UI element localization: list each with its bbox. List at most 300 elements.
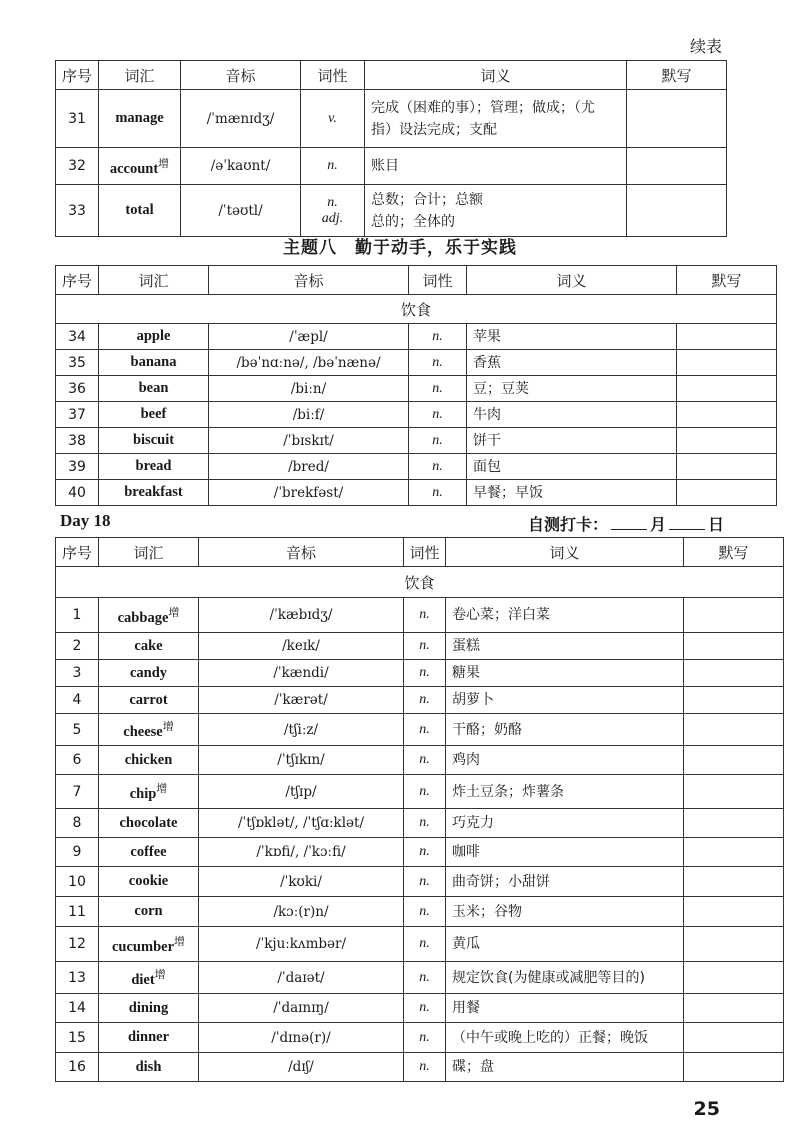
dictation-blank[interactable]: [684, 714, 784, 746]
pos-line: n.: [419, 969, 430, 985]
word-text: apple: [136, 328, 171, 344]
row-number: 11: [56, 897, 99, 927]
vocab-word: [99, 714, 199, 746]
meaning-line: 完成（困难的事）；管理；做成；（尤: [371, 99, 595, 116]
part-of-speech: [409, 428, 467, 454]
dictation-blank[interactable]: [684, 633, 784, 660]
dictation-blank[interactable]: [684, 994, 784, 1023]
meaning: [467, 428, 677, 454]
meaning: [467, 402, 677, 428]
vocab-word: [99, 428, 209, 454]
word-text: corn: [134, 903, 163, 919]
part-of-speech: [404, 598, 446, 633]
vocab-word: [99, 867, 199, 897]
dictation-blank[interactable]: [677, 402, 777, 428]
dictation-blank[interactable]: [684, 598, 784, 633]
meaning-line: 干酪；奶酪: [452, 721, 522, 738]
phonetic: /ˈkʊki/: [199, 867, 404, 897]
table-row: [56, 927, 784, 962]
dictation-blank[interactable]: [684, 838, 784, 867]
vocab-word: [99, 746, 199, 775]
dictation-blank[interactable]: [684, 1023, 784, 1053]
vocab-word: [99, 350, 209, 376]
table-row: [56, 714, 784, 746]
vocab-word: [99, 598, 199, 633]
header-ipa: 音标: [181, 61, 301, 90]
table-row: [56, 660, 784, 687]
word-text: dish: [135, 1058, 162, 1075]
pos-line: n.: [432, 354, 443, 370]
dictation-blank[interactable]: [684, 687, 784, 714]
vocab-word: [99, 148, 181, 185]
pos-line: n.: [432, 328, 443, 344]
table-row: [56, 633, 784, 660]
table-row: [56, 809, 784, 838]
pos-line: n.: [419, 1000, 430, 1015]
phonetic: /ˈtʃɪkɪn/: [199, 746, 404, 775]
pos-line: n.: [419, 1059, 430, 1074]
dictation-blank[interactable]: [677, 428, 777, 454]
table-row: [56, 376, 777, 402]
added-word-mark: 增: [158, 156, 170, 170]
part-of-speech: [404, 962, 446, 994]
header-meaning: 词义: [467, 266, 677, 295]
day-blank: [669, 515, 705, 530]
table-row: [56, 962, 784, 994]
row-number: 6: [56, 746, 99, 775]
header-word: 词汇: [99, 538, 199, 567]
vocab-word: [99, 897, 199, 927]
word-text: account: [109, 160, 159, 177]
phonetic: /ˈkændi/: [199, 660, 404, 687]
phonetic: /ˈdaɪət/: [199, 962, 404, 994]
meaning-line: 用餐: [452, 1000, 480, 1016]
vocab-table-day-18: [55, 537, 784, 1082]
row-number: 31: [56, 90, 99, 148]
meaning: [365, 185, 627, 237]
pos-line: n.: [419, 844, 430, 859]
meaning-line: 豆；豆荚: [473, 380, 529, 397]
meaning: [446, 809, 684, 838]
vocab-word: [99, 324, 209, 350]
row-number: 13: [56, 962, 99, 994]
pos-line: n.: [419, 607, 430, 622]
phonetic: /ˈkjuːkʌmbər/: [199, 927, 404, 962]
phonetic: /biːf/: [209, 402, 409, 428]
header-dictation: 默写: [677, 266, 777, 295]
word-text: bean: [138, 380, 169, 396]
meaning: [446, 897, 684, 927]
meaning: [446, 775, 684, 809]
meaning: [467, 324, 677, 350]
part-of-speech: [409, 376, 467, 402]
part-of-speech: [404, 633, 446, 660]
header-num: 序号: [56, 61, 99, 90]
row-number: 14: [56, 994, 99, 1023]
part-of-speech: [409, 480, 467, 506]
dictation-blank[interactable]: [677, 376, 777, 402]
meaning: [446, 867, 684, 897]
meaning-line: 胡萝卜: [452, 692, 494, 708]
meaning-line: （中午或晚上吃的）正餐；晚饭: [452, 1029, 648, 1046]
vocab-word: [99, 480, 209, 506]
part-of-speech: [404, 775, 446, 809]
phonetic: /bəˈnɑːnə/, /bəˈnænə/: [209, 350, 409, 376]
phonetic: /ˈkærət/: [199, 687, 404, 714]
word-text: candy: [129, 664, 168, 681]
meaning-line: 碟；盘: [452, 1059, 494, 1075]
vocab-word: [99, 809, 199, 838]
meaning: [446, 598, 684, 633]
table-row: [56, 838, 784, 867]
word-text: cheese: [123, 723, 163, 740]
header-meaning: 词义: [365, 61, 627, 90]
phonetic: /tʃiːz/: [199, 714, 404, 746]
row-number: 4: [56, 687, 99, 714]
phonetic: /ˈmænɪdʒ/: [181, 90, 301, 148]
dictation-blank[interactable]: [684, 746, 784, 775]
dictation-blank[interactable]: [684, 867, 784, 897]
meaning: [446, 1023, 684, 1053]
meaning-line: 玉米；谷物: [452, 903, 522, 920]
meaning: [446, 994, 684, 1023]
word-text: banana: [130, 354, 177, 370]
table-row: [56, 1023, 784, 1053]
part-of-speech: [404, 809, 446, 838]
meaning: [467, 454, 677, 480]
vocab-word: [99, 90, 181, 148]
part-of-speech: [404, 746, 446, 775]
meaning-line: 糖果: [452, 665, 480, 681]
header-meaning: 词义: [446, 538, 684, 567]
meaning: [446, 1053, 684, 1082]
word-text: bread: [135, 458, 172, 474]
table-row: [56, 480, 777, 506]
table-row: [56, 897, 784, 927]
pos-line: n.: [432, 406, 443, 422]
part-of-speech: [404, 927, 446, 962]
dictation-blank[interactable]: [684, 897, 784, 927]
month-blank: [611, 515, 647, 530]
meaning-line: 总数；合计；总额: [371, 191, 483, 208]
row-number: 10: [56, 867, 99, 897]
meaning: [446, 746, 684, 775]
pos-line: n.: [432, 484, 443, 500]
pos-line: n.: [432, 432, 443, 448]
word-text: biscuit: [132, 432, 175, 448]
meaning-line: 香蕉: [473, 354, 501, 371]
phonetic: /ˈæpl/: [209, 324, 409, 350]
meaning: [446, 687, 684, 714]
meaning: [446, 633, 684, 660]
row-number: 12: [56, 927, 99, 962]
word-text: coffee: [130, 843, 167, 860]
part-of-speech: [404, 1023, 446, 1053]
pos-line: n.: [419, 903, 430, 919]
row-number: 5: [56, 714, 99, 746]
part-of-speech: [404, 994, 446, 1023]
word-text: total: [125, 202, 154, 218]
header-pos: 词性: [301, 61, 365, 90]
row-number: 8: [56, 809, 99, 838]
dictation-blank[interactable]: [684, 660, 784, 687]
header-dictation: 默写: [627, 61, 727, 90]
table-row: [56, 428, 777, 454]
vocab-word: [99, 402, 209, 428]
meaning: [446, 838, 684, 867]
row-number: 38: [56, 428, 99, 454]
word-text: breakfast: [124, 484, 183, 500]
row-number: 16: [56, 1053, 99, 1082]
table-row: [56, 598, 784, 633]
row-number: 40: [56, 480, 99, 506]
dictation-blank[interactable]: [684, 1053, 784, 1082]
vocab-word: [99, 454, 209, 480]
dictation-blank[interactable]: [677, 480, 777, 506]
table-row: [56, 994, 784, 1023]
phonetic: /keɪk/: [199, 633, 404, 660]
dictation-blank[interactable]: [627, 148, 727, 185]
header-num: 序号: [56, 538, 99, 567]
meaning: [446, 660, 684, 687]
part-of-speech: [409, 454, 467, 480]
phonetic: /ˈtəʊtl/: [181, 185, 301, 237]
pos-line: n.: [419, 692, 430, 707]
meaning: [467, 350, 677, 376]
header-word: 词汇: [99, 266, 209, 295]
word-text: dinner: [127, 1029, 170, 1045]
part-of-speech: [301, 148, 365, 185]
row-number: 36: [56, 376, 99, 402]
table-header-row: [56, 266, 777, 295]
meaning-line: 规定饮食(为健康或减肥等目的): [452, 969, 645, 986]
pos-line: n.: [419, 1029, 430, 1045]
vocab-word: [99, 687, 199, 714]
phonetic: /kɔː(r)n/: [199, 897, 404, 927]
word-text: cabbage: [117, 609, 169, 626]
vocab-word: [99, 185, 181, 237]
header-pos: 词性: [409, 266, 467, 295]
pos-line: n.: [419, 665, 430, 680]
word-text: chicken: [124, 751, 173, 768]
part-of-speech: [409, 402, 467, 428]
part-of-speech: [301, 185, 365, 237]
table-row: [56, 90, 727, 148]
dictation-blank[interactable]: [684, 775, 784, 809]
table-header-row: [56, 538, 784, 567]
phonetic: /ˈkɒfi/, /ˈkɔːfi/: [199, 838, 404, 867]
meaning-line: 鸡肉: [452, 752, 480, 768]
section-title: 主题八 勤于动手，乐于实践: [283, 238, 517, 258]
word-text: dining: [128, 999, 169, 1016]
header-num: 序号: [56, 266, 99, 295]
added-word-mark: 增: [154, 968, 166, 982]
meaning-line: 面包: [473, 458, 501, 475]
phonetic: /biːn/: [209, 376, 409, 402]
table-row: [56, 185, 727, 237]
pos-line: n.: [432, 458, 443, 474]
table-row: [56, 775, 784, 809]
row-number: 1: [56, 598, 99, 633]
vocab-word: [99, 838, 199, 867]
meaning-line: 蛋糕: [452, 638, 480, 654]
row-number: 15: [56, 1023, 99, 1053]
meaning-line: 咖啡: [452, 844, 480, 860]
meaning-line: 账目: [371, 158, 399, 174]
vocab-word: [99, 775, 199, 809]
table-row: [56, 402, 777, 428]
vocab-word: [99, 994, 199, 1023]
word-text: cookie: [128, 873, 169, 889]
vocab-word: [99, 927, 199, 962]
page-number: 25: [693, 1098, 720, 1120]
table-row: [56, 454, 777, 480]
header-dictation: 默写: [684, 538, 784, 567]
phonetic: /ˈbɪskɪt/: [209, 428, 409, 454]
pos-line: n.: [419, 783, 430, 799]
word-text: chocolate: [119, 814, 178, 831]
row-number: 7: [56, 775, 99, 809]
phonetic: /əˈkaʊnt/: [181, 148, 301, 185]
dictation-blank[interactable]: [627, 185, 727, 237]
day-label: Day 18: [60, 511, 111, 530]
meaning: [446, 927, 684, 962]
vocab-word: [99, 633, 199, 660]
pos-line: n.: [327, 158, 338, 173]
pos-line: n.: [327, 194, 338, 210]
meaning: [467, 480, 677, 506]
vocab-table-continued: [55, 60, 727, 237]
pos-line: n.: [419, 638, 430, 653]
pos-line: n.: [419, 815, 430, 830]
meaning-line: 饼干: [473, 432, 501, 449]
meaning-line: 苹果: [473, 328, 501, 345]
row-number: 34: [56, 324, 99, 350]
dictation-blank[interactable]: [684, 962, 784, 994]
word-text: manage: [115, 110, 164, 126]
pos-line: n.: [419, 752, 430, 767]
part-of-speech: [404, 867, 446, 897]
word-text: cake: [134, 637, 163, 654]
row-number: 32: [56, 148, 99, 185]
vocab-word: [99, 962, 199, 994]
vocab-word: [99, 660, 199, 687]
meaning-line: 卷心菜；洋白菜: [452, 607, 550, 623]
table-header-row: [56, 61, 727, 90]
checkin-prefix: 自测打卡：: [527, 515, 608, 534]
word-text: beef: [140, 406, 167, 422]
header-ipa: 音标: [199, 538, 404, 567]
word-text: cucumber: [111, 938, 174, 955]
row-number: 33: [56, 185, 99, 237]
meaning-line: 指）设法完成；支配: [371, 121, 497, 138]
row-number: 3: [56, 660, 99, 687]
category-row: 饮食: [56, 567, 784, 598]
meaning-line: 早餐；早饭: [473, 484, 543, 501]
meaning-line: 巧克力: [452, 815, 494, 831]
phonetic: /ˈdaɪnɪŋ/: [199, 994, 404, 1023]
vocab-word: [99, 1023, 199, 1053]
part-of-speech: [409, 350, 467, 376]
self-check-in: [528, 512, 724, 535]
added-word-mark: 增: [162, 720, 174, 734]
part-of-speech: [404, 838, 446, 867]
meaning-line: 曲奇饼；小甜饼: [452, 873, 550, 890]
meaning-line: 炸土豆条；炸薯条: [452, 783, 564, 800]
dictation-blank[interactable]: [684, 927, 784, 962]
continued-label: 续表: [689, 37, 722, 56]
added-word-mark: 增: [156, 782, 168, 796]
part-of-speech: [301, 90, 365, 148]
header-pos: 词性: [404, 538, 446, 567]
category-row: 饮食: [56, 295, 777, 324]
meaning: [365, 148, 627, 185]
row-number: 9: [56, 838, 99, 867]
dictation-blank[interactable]: [677, 454, 777, 480]
phonetic: /ˈbrekfəst/: [209, 480, 409, 506]
meaning-line: 总的；全体的: [371, 213, 455, 230]
table-row: [56, 324, 777, 350]
table-row: [56, 1053, 784, 1082]
pos-line: n.: [419, 873, 430, 889]
header-word: 词汇: [99, 61, 181, 90]
row-number: 35: [56, 350, 99, 376]
pos-line: n.: [419, 936, 430, 951]
phonetic: /ˈkæbɪdʒ/: [199, 598, 404, 633]
pos-line: adj.: [321, 210, 344, 226]
phonetic: /ˈdɪnə(r)/: [199, 1023, 404, 1053]
meaning-line: 黄瓜: [452, 936, 480, 952]
meaning: [446, 714, 684, 746]
dictation-blank[interactable]: [627, 90, 727, 148]
vocab-word: [99, 1053, 199, 1082]
pos-line: n.: [419, 721, 430, 737]
added-word-mark: 增: [174, 934, 185, 948]
word-text: carrot: [129, 691, 168, 708]
meaning: [446, 962, 684, 994]
table-row: [56, 148, 727, 185]
row-number: 39: [56, 454, 99, 480]
vocab-word: [99, 376, 209, 402]
part-of-speech: [404, 1053, 446, 1082]
part-of-speech: [404, 687, 446, 714]
word-text: diet: [131, 971, 155, 988]
pos-line: n.: [432, 380, 443, 396]
dictation-blank[interactable]: [684, 809, 784, 838]
meaning: [365, 90, 627, 148]
vocab-table-theme-8: [55, 265, 777, 506]
day-suffix: 日: [707, 515, 724, 534]
pos-line: v.: [328, 110, 337, 126]
table-row: [56, 746, 784, 775]
part-of-speech: [404, 897, 446, 927]
added-word-mark: 增: [168, 605, 180, 619]
dictation-blank[interactable]: [677, 350, 777, 376]
part-of-speech: [404, 660, 446, 687]
meaning: [467, 376, 677, 402]
phonetic: /dɪʃ/: [199, 1053, 404, 1082]
table-row: [56, 867, 784, 897]
part-of-speech: [404, 714, 446, 746]
phonetic: /bred/: [209, 454, 409, 480]
part-of-speech: [409, 324, 467, 350]
meaning-line: 牛肉: [473, 406, 501, 423]
header-ipa: 音标: [209, 266, 409, 295]
row-number: 37: [56, 402, 99, 428]
dictation-blank[interactable]: [677, 324, 777, 350]
month-label: 月: [649, 515, 666, 534]
table-row: [56, 350, 777, 376]
